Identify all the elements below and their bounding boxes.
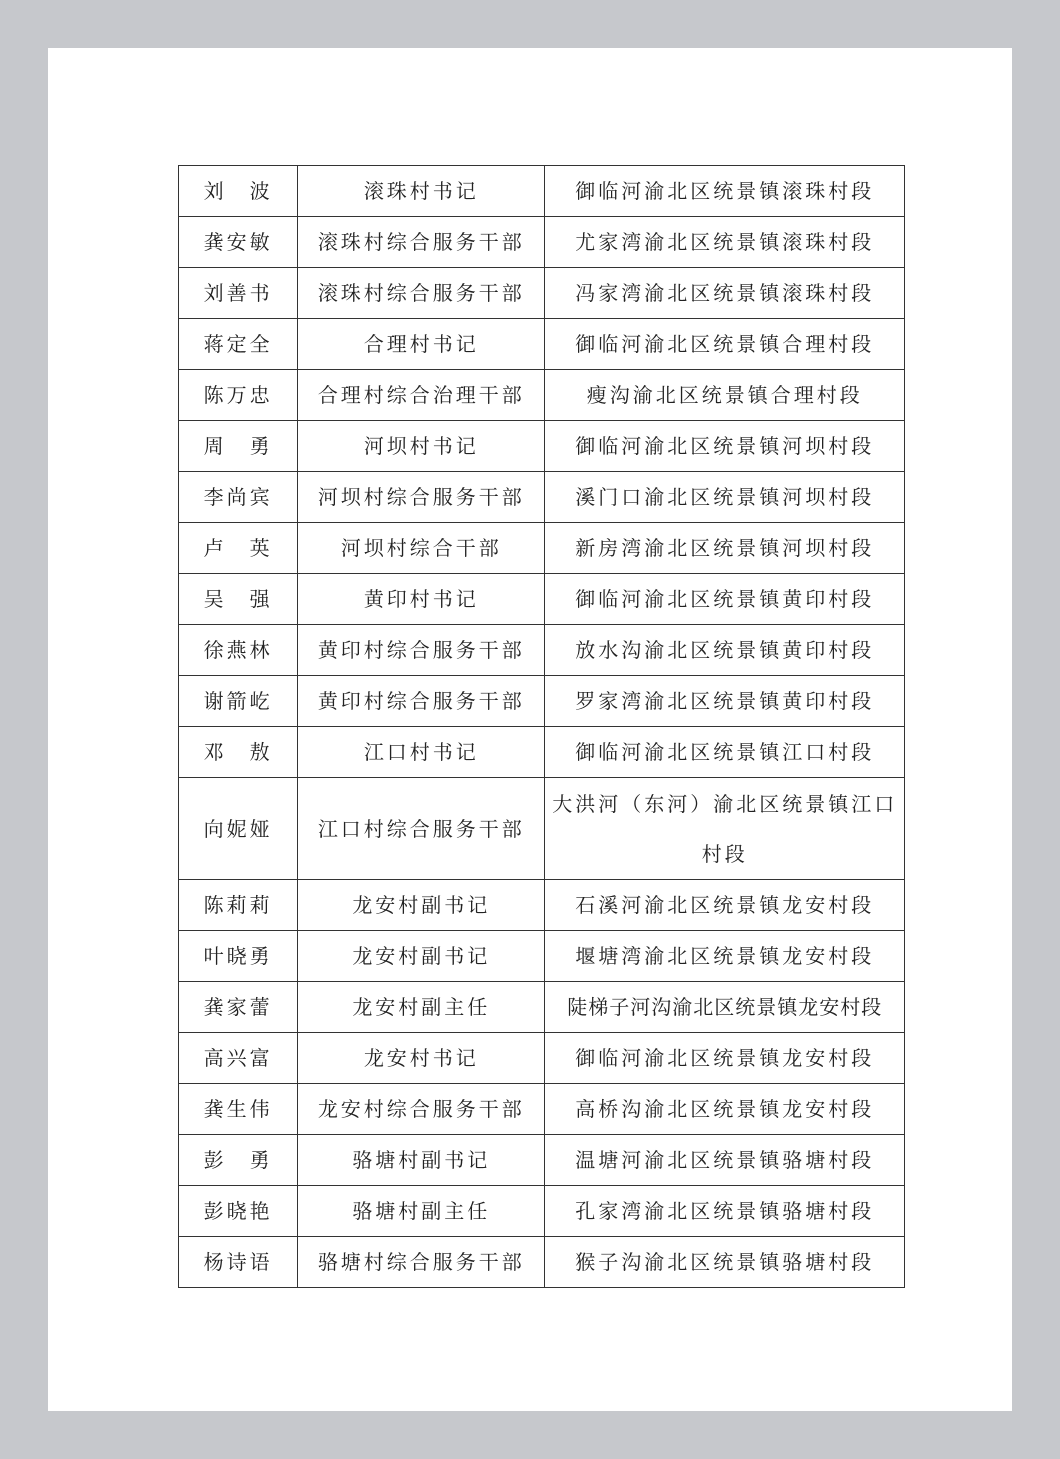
role-cell: 河坝村书记 — [298, 421, 545, 472]
river-section-cell: 冯家湾渝北区统景镇滚珠村段 — [545, 268, 905, 319]
role-cell: 滚珠村综合服务干部 — [298, 217, 545, 268]
river-section-cell: 御临河渝北区统景镇河坝村段 — [545, 421, 905, 472]
role-cell: 江口村书记 — [298, 727, 545, 778]
table-row — [179, 1237, 905, 1288]
table-row — [179, 472, 905, 523]
table-row — [179, 1084, 905, 1135]
river-section-cell: 大洪河（东河）渝北区统景镇江口村段 — [545, 778, 905, 880]
name-cell: 邓 敖 — [179, 727, 298, 778]
name-cell: 吴 强 — [179, 574, 298, 625]
role-cell: 河坝村综合服务干部 — [298, 472, 545, 523]
table-row — [179, 370, 905, 421]
role-cell: 河坝村综合干部 — [298, 523, 545, 574]
role-cell: 骆塘村综合服务干部 — [298, 1237, 545, 1288]
name-cell: 陈万忠 — [179, 370, 298, 421]
river-section-cell: 猴子沟渝北区统景镇骆塘村段 — [545, 1237, 905, 1288]
table-row — [179, 625, 905, 676]
role-cell: 滚珠村书记 — [298, 166, 545, 217]
name-cell: 卢 英 — [179, 523, 298, 574]
role-cell: 骆塘村副书记 — [298, 1135, 545, 1186]
name-cell: 周 勇 — [179, 421, 298, 472]
table-row — [179, 880, 905, 931]
river-section-cell: 瘦沟渝北区统景镇合理村段 — [545, 370, 905, 421]
table-row — [179, 421, 905, 472]
name-cell: 陈莉莉 — [179, 880, 298, 931]
name-cell: 刘善书 — [179, 268, 298, 319]
table-row — [179, 319, 905, 370]
role-cell: 龙安村副主任 — [298, 982, 545, 1033]
role-cell: 骆塘村副主任 — [298, 1186, 545, 1237]
river-section-cell: 尤家湾渝北区统景镇滚珠村段 — [545, 217, 905, 268]
river-section-cell: 御临河渝北区统景镇龙安村段 — [545, 1033, 905, 1084]
river-section-cell: 御临河渝北区统景镇江口村段 — [545, 727, 905, 778]
name-cell: 叶晓勇 — [179, 931, 298, 982]
role-cell: 黄印村综合服务干部 — [298, 625, 545, 676]
river-section-cell: 罗家湾渝北区统景镇黄印村段 — [545, 676, 905, 727]
table-row — [179, 523, 905, 574]
river-section-cell: 石溪河渝北区统景镇龙安村段 — [545, 880, 905, 931]
table-row — [179, 1186, 905, 1237]
role-cell: 龙安村副书记 — [298, 880, 545, 931]
table-row — [179, 1033, 905, 1084]
name-cell: 高兴富 — [179, 1033, 298, 1084]
role-cell: 合理村书记 — [298, 319, 545, 370]
name-cell: 李尚宾 — [179, 472, 298, 523]
river-section-cell: 溪门口渝北区统景镇河坝村段 — [545, 472, 905, 523]
table-row — [179, 982, 905, 1033]
table-row — [179, 778, 905, 880]
river-section-cell: 堰塘湾渝北区统景镇龙安村段 — [545, 931, 905, 982]
river-section-cell: 御临河渝北区统景镇滚珠村段 — [545, 166, 905, 217]
river-section-cell: 孔家湾渝北区统景镇骆塘村段 — [545, 1186, 905, 1237]
name-cell: 向妮娅 — [179, 778, 298, 880]
role-cell: 龙安村副书记 — [298, 931, 545, 982]
table-body — [179, 166, 905, 1288]
document-page — [48, 48, 1012, 1411]
table-row — [179, 268, 905, 319]
name-cell: 彭 勇 — [179, 1135, 298, 1186]
name-cell: 龚安敏 — [179, 217, 298, 268]
table-row — [179, 166, 905, 217]
name-cell: 蒋定全 — [179, 319, 298, 370]
name-cell: 谢箭屹 — [179, 676, 298, 727]
river-section-cell: 温塘河渝北区统景镇骆塘村段 — [545, 1135, 905, 1186]
role-cell: 合理村综合治理干部 — [298, 370, 545, 421]
table-row — [179, 1135, 905, 1186]
table-row — [179, 676, 905, 727]
river-section-cell: 新房湾渝北区统景镇河坝村段 — [545, 523, 905, 574]
name-cell: 彭晓艳 — [179, 1186, 298, 1237]
name-cell: 龚生伟 — [179, 1084, 298, 1135]
name-cell: 刘 波 — [179, 166, 298, 217]
role-cell: 黄印村综合服务干部 — [298, 676, 545, 727]
table-row — [179, 217, 905, 268]
river-chief-table — [178, 165, 905, 1288]
river-section-cell: 放水沟渝北区统景镇黄印村段 — [545, 625, 905, 676]
name-cell: 龚家蕾 — [179, 982, 298, 1033]
table-row — [179, 574, 905, 625]
river-section-cell: 陡梯子河沟渝北区统景镇龙安村段 — [545, 982, 905, 1033]
role-cell: 江口村综合服务干部 — [298, 778, 545, 880]
role-cell: 滚珠村综合服务干部 — [298, 268, 545, 319]
role-cell: 龙安村书记 — [298, 1033, 545, 1084]
river-section-cell: 御临河渝北区统景镇合理村段 — [545, 319, 905, 370]
river-section-cell: 高桥沟渝北区统景镇龙安村段 — [545, 1084, 905, 1135]
river-section-cell: 御临河渝北区统景镇黄印村段 — [545, 574, 905, 625]
name-cell: 徐燕林 — [179, 625, 298, 676]
role-cell: 黄印村书记 — [298, 574, 545, 625]
name-cell: 杨诗语 — [179, 1237, 298, 1288]
role-cell: 龙安村综合服务干部 — [298, 1084, 545, 1135]
table-row — [179, 727, 905, 778]
table-row — [179, 931, 905, 982]
